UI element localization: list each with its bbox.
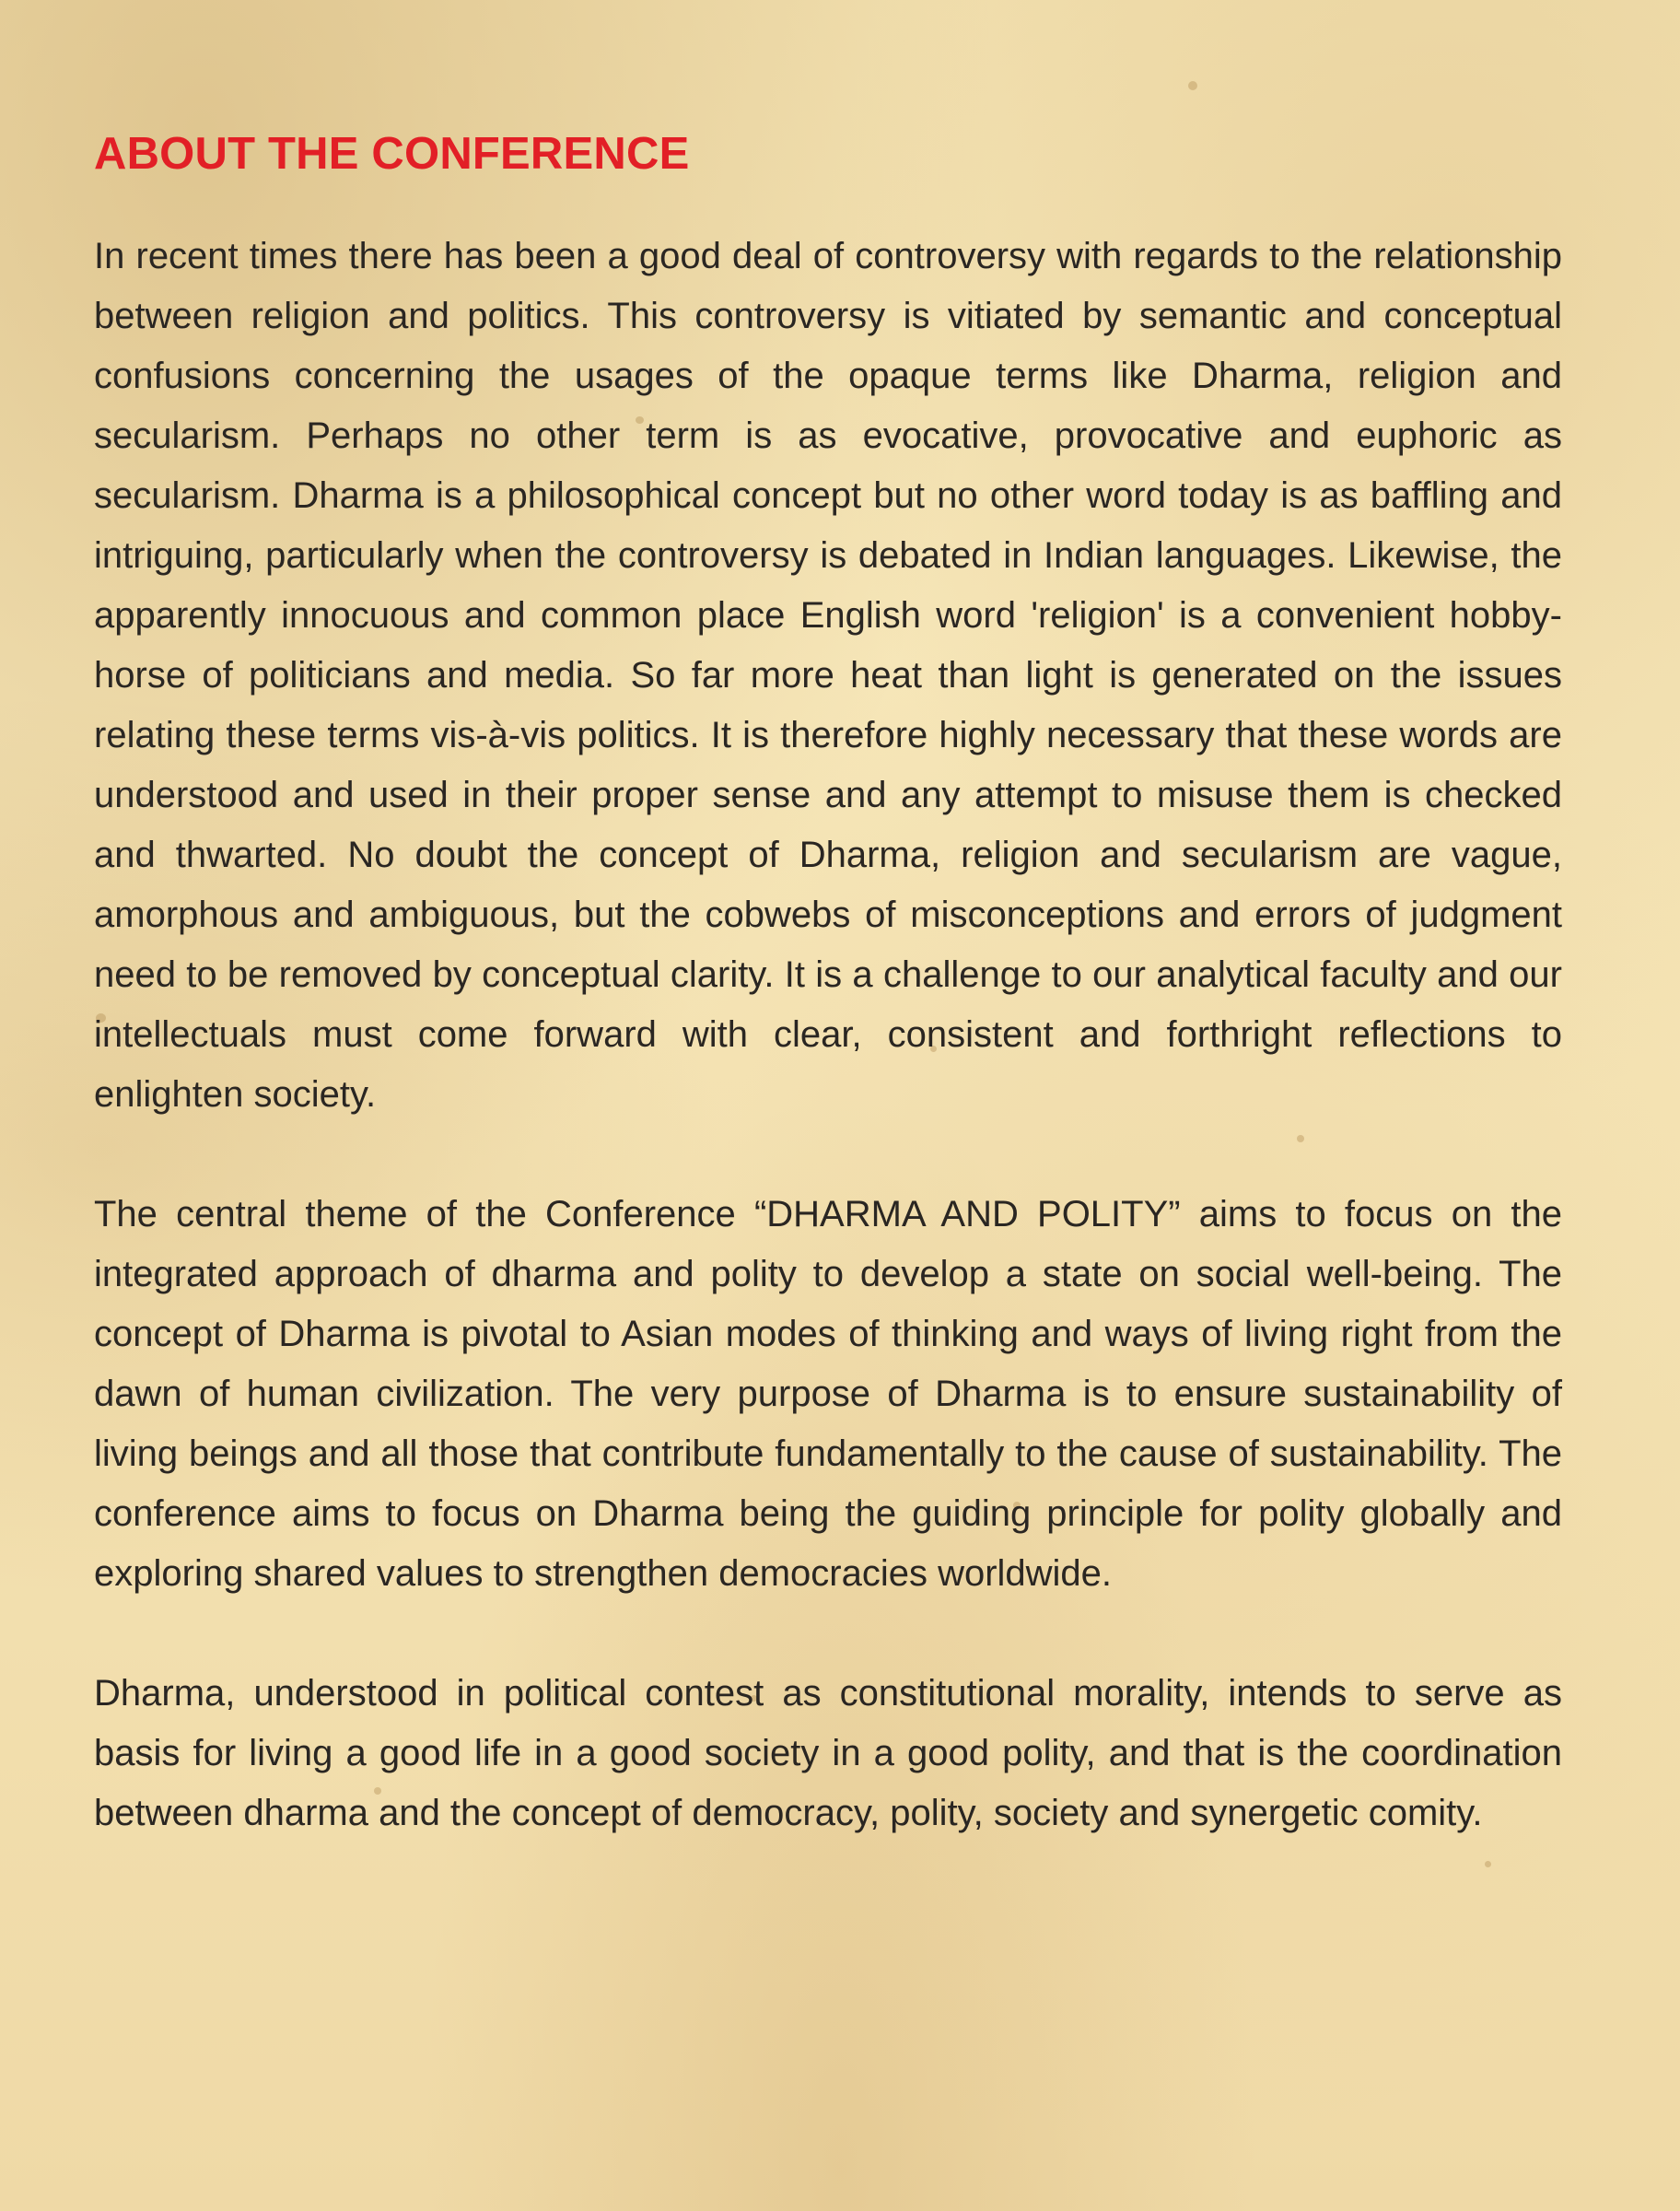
paragraph-constitutional-morality: Dharma, understood in political contest as constitutional morality, intends to serve as basis for living a good life in a good society in a good polity, and that is the coordination between dharma and the concept of democracy, polity, society and synergetic comity.: [94, 1673, 1562, 1833]
page-content: [94, 120, 1562, 1903]
paper-fleck: [1188, 81, 1197, 90]
paragraph-central-theme: The central theme of the Conference “DHARMA AND POLITY” aims to focus on the integrated approach of dharma and polity to develop a state on social well-being. The concept of Dharma is pivotal to Asian modes of thinking and ways of living right from the dawn of human civilization. The very purpose of Dharma is to ensure sustainability of living beings and all those that contribute fundamentally to the cause of sustainability. The conference aims to focus on Dharma being the guiding principle for polity globally and exploring shared values to strengthen democracies worldwide.: [94, 1194, 1562, 1594]
page-title: ABOUT THE CONFERENCE: [94, 129, 690, 179]
paragraph-intro: In recent times there has been a good deal of controversy with regards to the relationship between religion and politics. This controversy is vitiated by semantic and conceptual confusions concerning the usages of the opaque terms like Dharma, religion and secularism. Perhaps no other term is as evocative, provocative and euphoric as secularism. Dharma is a philosophical concept but no other word today is as baffling and intriguing, particularly when the controversy is debated in Indian languages. Likewise, the apparently innocuous and common place English word 'religion' is a convenient hobby-horse of politicians and media. So far more heat than light is generated on the issues relating these terms vis-à-vis politics. It is therefore highly necessary that these words are understood and used in their proper sense and any attempt to misuse them is checked and thwarted. No doubt the concept of Dharma, religion and secularism are vague, amorphous and ambiguous, but the cobwebs of misconceptions and errors of judgment need to be removed by conceptual clarity. It is a challenge to our analytical faculty and our intellectuals must come forward with clear, consistent and forthright reflections to enlighten society.: [94, 236, 1562, 1115]
